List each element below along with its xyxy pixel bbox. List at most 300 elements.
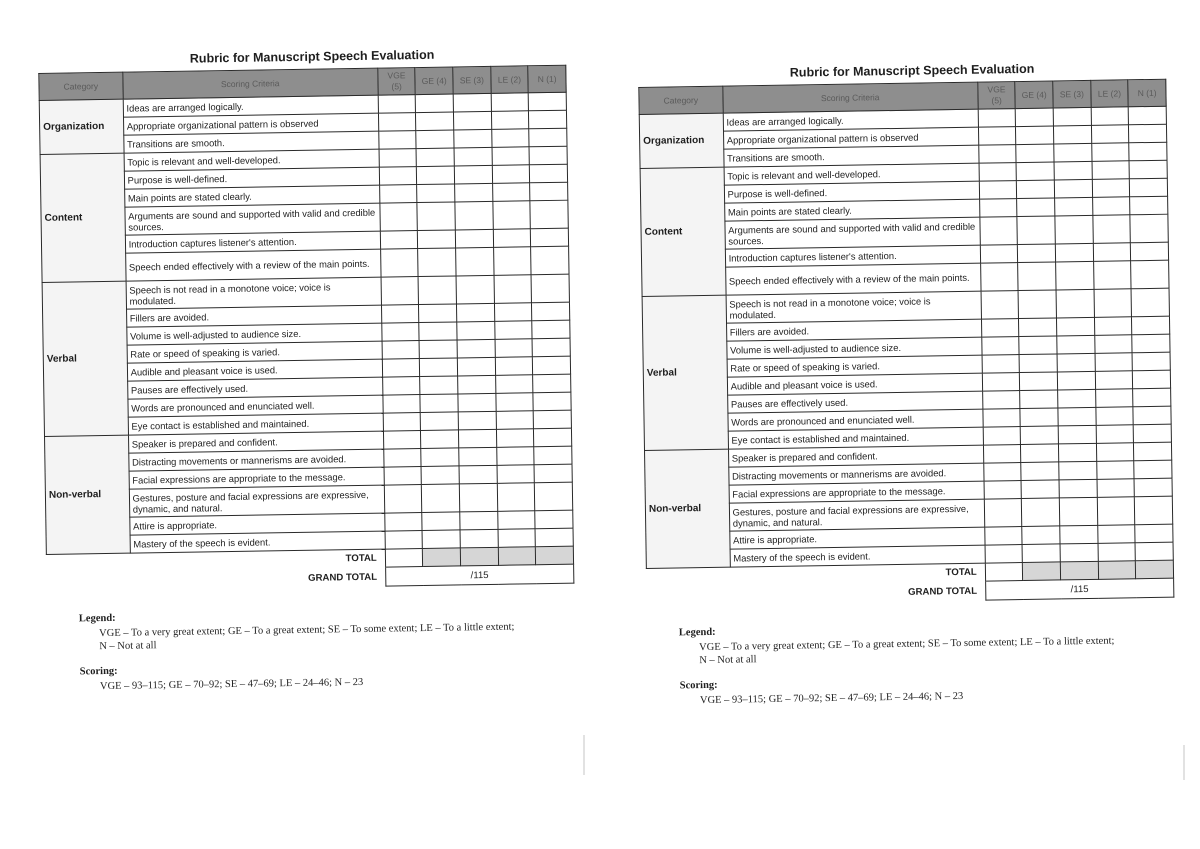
score-cell-ge[interactable] bbox=[417, 202, 455, 231]
criteria-cell: Distracting movements or mannerisms are avoided. bbox=[128, 449, 383, 471]
score-cell-se[interactable] bbox=[1056, 289, 1094, 318]
criteria-cell: Attire is appropriate. bbox=[729, 527, 984, 549]
total-cell-vge[interactable] bbox=[985, 563, 1023, 582]
criteria-cell: Gestures, posture and facial expressions are expressive, dynamic, and natural. bbox=[129, 485, 385, 517]
score-cell-n[interactable] bbox=[1134, 460, 1172, 479]
score-cell-le[interactable] bbox=[496, 429, 534, 448]
score-cell-ge[interactable] bbox=[1022, 526, 1060, 545]
grand-total-value[interactable]: /115 bbox=[385, 564, 574, 586]
score-cell-n[interactable] bbox=[1133, 424, 1171, 443]
score-cell-se[interactable] bbox=[1059, 479, 1097, 498]
header-score-vge: VGE (5) bbox=[378, 68, 416, 96]
criteria-cell: Words are pronounced and enunciated well. bbox=[128, 395, 383, 417]
score-cell-vge[interactable] bbox=[979, 181, 1017, 200]
score-cell-se[interactable] bbox=[453, 93, 491, 112]
legend-line-1: VGE – To a very great extent; GE – To a great extent; SE – To some extent; LE – To a little extent; bbox=[99, 621, 515, 640]
score-cell-n[interactable] bbox=[1130, 196, 1168, 215]
score-cell-n[interactable] bbox=[528, 92, 566, 111]
score-cell-se[interactable] bbox=[1058, 389, 1096, 408]
score-cell-vge[interactable] bbox=[983, 445, 1021, 464]
score-cell-vge[interactable] bbox=[382, 341, 420, 360]
score-cell-le[interactable] bbox=[1093, 215, 1131, 244]
score-cell-se[interactable] bbox=[458, 393, 496, 412]
score-cell-se[interactable] bbox=[1055, 197, 1093, 216]
total-cell-ge[interactable] bbox=[423, 548, 461, 567]
score-cell-vge[interactable] bbox=[385, 531, 423, 550]
score-cell-vge[interactable] bbox=[384, 449, 422, 468]
score-cell-se[interactable] bbox=[456, 247, 494, 276]
total-cell-se[interactable] bbox=[460, 547, 498, 566]
score-cell-n[interactable] bbox=[535, 510, 573, 529]
score-cell-ge[interactable] bbox=[1021, 426, 1059, 445]
score-cell-vge[interactable] bbox=[381, 305, 419, 324]
score-cell-le[interactable] bbox=[1093, 243, 1131, 262]
score-cell-n[interactable] bbox=[1131, 288, 1169, 317]
score-cell-se[interactable] bbox=[1055, 243, 1093, 262]
score-cell-n[interactable] bbox=[530, 200, 568, 229]
score-cell-ge[interactable] bbox=[416, 94, 454, 113]
score-cell-le[interactable] bbox=[1094, 317, 1132, 336]
score-cell-vge[interactable] bbox=[984, 463, 1022, 482]
criteria-cell: Rate or speed of speaking is varied. bbox=[727, 355, 982, 377]
score-cell-le[interactable] bbox=[492, 147, 530, 166]
score-cell-n[interactable] bbox=[1131, 260, 1169, 289]
score-cell-se[interactable] bbox=[459, 483, 497, 512]
score-cell-ge[interactable] bbox=[1022, 544, 1060, 563]
score-cell-se[interactable] bbox=[1057, 371, 1095, 390]
criteria-cell: Rate or speed of speaking is varied. bbox=[127, 341, 382, 363]
score-cell-le[interactable] bbox=[1094, 335, 1132, 354]
score-cell-ge[interactable] bbox=[418, 276, 456, 305]
total-cell-n[interactable] bbox=[536, 546, 574, 565]
score-cell-ge[interactable] bbox=[1016, 108, 1054, 127]
score-cell-le[interactable] bbox=[496, 411, 534, 430]
score-cell-ge[interactable] bbox=[1019, 318, 1057, 337]
score-cell-n[interactable] bbox=[534, 446, 572, 465]
score-cell-le[interactable] bbox=[491, 129, 529, 148]
score-cell-n[interactable] bbox=[1129, 124, 1167, 143]
score-cell-n[interactable] bbox=[533, 374, 571, 393]
score-cell-se[interactable] bbox=[454, 111, 492, 130]
score-cell-le[interactable] bbox=[1096, 425, 1134, 444]
total-cell-n[interactable] bbox=[1136, 560, 1174, 579]
score-cell-n[interactable] bbox=[531, 246, 569, 275]
score-cell-n[interactable] bbox=[1130, 178, 1168, 197]
score-cell-le[interactable] bbox=[1096, 407, 1134, 426]
score-cell-se[interactable] bbox=[457, 321, 495, 340]
score-cell-ge[interactable] bbox=[1021, 462, 1059, 481]
score-cell-vge[interactable] bbox=[982, 337, 1020, 356]
score-cell-vge[interactable] bbox=[978, 109, 1016, 128]
score-cell-ge[interactable] bbox=[417, 184, 455, 203]
score-cell-n[interactable] bbox=[534, 464, 572, 483]
score-cell-n[interactable] bbox=[529, 110, 567, 129]
score-cell-n[interactable] bbox=[532, 302, 570, 321]
score-cell-ge[interactable] bbox=[422, 512, 460, 531]
score-cell-vge[interactable] bbox=[379, 185, 417, 204]
score-cell-ge[interactable] bbox=[418, 230, 456, 249]
score-cell-se[interactable] bbox=[1054, 125, 1092, 144]
score-cell-se[interactable] bbox=[454, 147, 492, 166]
score-cell-n[interactable] bbox=[1130, 214, 1168, 243]
score-cell-ge[interactable] bbox=[421, 430, 459, 449]
score-cell-vge[interactable] bbox=[380, 231, 418, 250]
score-cell-vge[interactable] bbox=[382, 323, 420, 342]
score-cell-ge[interactable] bbox=[421, 466, 459, 485]
legend-block bbox=[47, 606, 576, 693]
score-cell-se[interactable] bbox=[457, 339, 495, 358]
score-cell-le[interactable] bbox=[495, 357, 533, 376]
header-criteria: Scoring Criteria bbox=[722, 82, 978, 113]
score-cell-ge[interactable] bbox=[1017, 216, 1055, 245]
criteria-cell: Transitions are smooth. bbox=[723, 145, 978, 167]
legend-title: Legend: bbox=[678, 626, 716, 639]
score-cell-vge[interactable] bbox=[980, 217, 1018, 246]
score-cell-se[interactable] bbox=[460, 511, 498, 530]
header-score-le: LE (2) bbox=[1090, 80, 1128, 108]
score-cell-n[interactable] bbox=[1133, 406, 1171, 425]
score-cell-n[interactable] bbox=[535, 528, 573, 547]
score-cell-le[interactable] bbox=[493, 247, 531, 276]
header-score-ge: GE (4) bbox=[1015, 81, 1053, 109]
score-cell-le[interactable] bbox=[1095, 371, 1133, 390]
score-cell-se[interactable] bbox=[1058, 425, 1096, 444]
score-cell-se[interactable] bbox=[457, 357, 495, 376]
score-cell-ge[interactable] bbox=[1019, 354, 1057, 373]
score-cell-ge[interactable] bbox=[1018, 290, 1056, 319]
score-cell-le[interactable] bbox=[494, 321, 532, 340]
score-cell-ge[interactable] bbox=[1020, 372, 1058, 391]
score-cell-le[interactable] bbox=[491, 111, 529, 130]
score-cell-ge[interactable] bbox=[421, 412, 459, 431]
score-cell-le[interactable] bbox=[495, 339, 533, 358]
score-cell-vge[interactable] bbox=[982, 373, 1020, 392]
score-cell-le[interactable] bbox=[1091, 143, 1129, 162]
score-cell-ge[interactable] bbox=[416, 112, 454, 131]
header-score-n: N (1) bbox=[528, 65, 566, 93]
score-cell-ge[interactable] bbox=[1017, 180, 1055, 199]
score-cell-n[interactable] bbox=[1134, 442, 1172, 461]
criteria-cell: Distracting movements or mannerisms are avoided. bbox=[728, 463, 983, 485]
score-cell-se[interactable] bbox=[1060, 525, 1098, 544]
legend-line-2: N – Not at all bbox=[99, 640, 157, 653]
header-score-n: N (1) bbox=[1128, 79, 1166, 107]
score-cell-vge[interactable] bbox=[383, 413, 421, 432]
score-cell-vge[interactable] bbox=[983, 409, 1021, 428]
score-cell-le[interactable] bbox=[497, 511, 535, 530]
score-cell-n[interactable] bbox=[530, 164, 568, 183]
criteria-cell: Fillers are avoided. bbox=[126, 305, 381, 327]
score-cell-vge[interactable] bbox=[379, 167, 417, 186]
score-cell-vge[interactable] bbox=[385, 513, 423, 532]
score-cell-se[interactable] bbox=[455, 183, 493, 202]
score-cell-vge[interactable] bbox=[984, 499, 1022, 528]
score-cell-vge[interactable] bbox=[379, 149, 417, 168]
criteria-cell: Main points are stated clearly. bbox=[724, 199, 979, 221]
score-cell-se[interactable] bbox=[456, 275, 494, 304]
scoring-line: VGE – 93–115; GE – 70–92; SE – 47–69; LE – 24–46; N – 23 bbox=[699, 690, 964, 707]
score-cell-n[interactable] bbox=[1133, 388, 1171, 407]
score-cell-se[interactable] bbox=[459, 465, 497, 484]
score-cell-se[interactable] bbox=[1054, 143, 1092, 162]
score-cell-n[interactable] bbox=[1135, 496, 1173, 525]
score-cell-n[interactable] bbox=[532, 320, 570, 339]
score-cell-le[interactable] bbox=[1097, 497, 1135, 526]
score-cell-le[interactable] bbox=[1095, 353, 1133, 372]
total-cell-ge[interactable] bbox=[1023, 562, 1061, 581]
score-cell-ge[interactable] bbox=[416, 148, 454, 167]
score-cell-vge[interactable] bbox=[382, 359, 420, 378]
total-cell-le[interactable] bbox=[1098, 561, 1136, 580]
rubric-body bbox=[639, 106, 1173, 568]
scoring-line: VGE – 93–115; GE – 70–92; SE – 47–69; LE – 24–46; N – 23 bbox=[99, 676, 364, 693]
score-cell-le[interactable] bbox=[1095, 389, 1133, 408]
score-cell-ge[interactable] bbox=[416, 130, 454, 149]
score-cell-ge[interactable] bbox=[419, 322, 457, 341]
score-cell-n[interactable] bbox=[533, 410, 571, 429]
score-cell-se[interactable] bbox=[454, 129, 492, 148]
criteria-cell: Arguments are sound and supported with valid and credible sources. bbox=[125, 203, 381, 235]
total-cell-vge[interactable] bbox=[385, 549, 423, 568]
criteria-cell: Arguments are sound and supported with valid and credible sources. bbox=[725, 217, 981, 249]
criteria-cell: Introduction captures listener's attention. bbox=[725, 245, 980, 267]
score-cell-le[interactable] bbox=[1096, 461, 1134, 480]
score-cell-n[interactable] bbox=[1128, 106, 1166, 125]
score-cell-vge[interactable] bbox=[985, 545, 1023, 564]
score-cell-vge[interactable] bbox=[384, 467, 422, 486]
score-cell-se[interactable] bbox=[458, 411, 496, 430]
score-cell-ge[interactable] bbox=[1019, 336, 1057, 355]
criteria-cell: Fillers are avoided. bbox=[726, 319, 981, 341]
score-cell-vge[interactable] bbox=[384, 485, 422, 514]
score-cell-ge[interactable] bbox=[420, 358, 458, 377]
score-cell-le[interactable] bbox=[492, 183, 530, 202]
score-cell-n[interactable] bbox=[531, 228, 569, 247]
criteria-cell: Volume is well-adjusted to audience size. bbox=[726, 337, 981, 359]
score-cell-ge[interactable] bbox=[421, 448, 459, 467]
score-cell-se[interactable] bbox=[459, 447, 497, 466]
score-cell-se[interactable] bbox=[455, 229, 493, 248]
score-cell-vge[interactable] bbox=[379, 131, 417, 150]
rubric-table bbox=[38, 65, 574, 592]
criteria-cell: Audible and pleasant voice is used. bbox=[127, 359, 382, 381]
score-cell-le[interactable] bbox=[1096, 443, 1134, 462]
grand-total-value[interactable]: /115 bbox=[985, 578, 1174, 600]
header-score-vge: VGE (5) bbox=[978, 82, 1016, 110]
score-cell-n[interactable] bbox=[1129, 142, 1167, 161]
total-cell-se[interactable] bbox=[1060, 561, 1098, 580]
score-cell-se[interactable] bbox=[460, 529, 498, 548]
legend-title: Legend: bbox=[78, 612, 116, 625]
score-cell-vge[interactable] bbox=[382, 377, 420, 396]
score-cell-ge[interactable] bbox=[422, 484, 460, 513]
score-cell-vge[interactable] bbox=[378, 113, 416, 132]
score-cell-n[interactable] bbox=[533, 392, 571, 411]
score-cell-vge[interactable] bbox=[981, 291, 1019, 320]
score-cell-se[interactable] bbox=[1054, 161, 1092, 180]
score-cell-le[interactable] bbox=[493, 229, 531, 248]
criteria-cell: Pauses are effectively used. bbox=[727, 391, 982, 413]
score-cell-le[interactable] bbox=[1098, 543, 1136, 562]
score-cell-vge[interactable] bbox=[984, 481, 1022, 500]
score-cell-n[interactable] bbox=[1135, 524, 1173, 543]
score-cell-se[interactable] bbox=[459, 429, 497, 448]
score-cell-le[interactable] bbox=[491, 93, 529, 112]
score-cell-le[interactable] bbox=[497, 465, 535, 484]
score-cell-vge[interactable] bbox=[378, 95, 416, 114]
header-criteria: Scoring Criteria bbox=[122, 68, 378, 99]
score-cell-ge[interactable] bbox=[420, 376, 458, 395]
score-cell-n[interactable] bbox=[530, 182, 568, 201]
score-cell-ge[interactable] bbox=[1020, 390, 1058, 409]
criteria-cell: Mastery of the speech is evident. bbox=[130, 531, 385, 553]
score-cell-vge[interactable] bbox=[383, 395, 421, 414]
score-cell-le[interactable] bbox=[493, 201, 531, 230]
score-cell-vge[interactable] bbox=[980, 263, 1018, 292]
score-cell-vge[interactable] bbox=[980, 245, 1018, 264]
score-cell-se[interactable] bbox=[454, 165, 492, 184]
score-cell-le[interactable] bbox=[1097, 479, 1135, 498]
score-cell-vge[interactable] bbox=[982, 355, 1020, 374]
score-cell-vge[interactable] bbox=[380, 249, 418, 278]
score-cell-n[interactable] bbox=[529, 128, 567, 147]
criteria-cell: Purpose is well-defined. bbox=[124, 167, 379, 189]
score-cell-vge[interactable] bbox=[979, 145, 1017, 164]
criteria-cell: Speech ended effectively with a review of the main points. bbox=[125, 249, 381, 281]
score-cell-vge[interactable] bbox=[380, 203, 418, 232]
score-cell-le[interactable] bbox=[497, 483, 535, 512]
score-cell-le[interactable] bbox=[498, 529, 536, 548]
score-cell-le[interactable] bbox=[495, 375, 533, 394]
criteria-cell: Eye contact is established and maintained. bbox=[728, 427, 983, 449]
legend-line-1: VGE – To a very great extent; GE – To a great extent; SE – To some extent; LE – To a little extent; bbox=[699, 635, 1115, 654]
score-cell-ge[interactable] bbox=[1021, 444, 1059, 463]
score-cell-vge[interactable] bbox=[979, 199, 1017, 218]
score-cell-le[interactable] bbox=[496, 393, 534, 412]
score-cell-le[interactable] bbox=[1092, 197, 1130, 216]
criteria-cell: Main points are stated clearly. bbox=[124, 185, 379, 207]
score-cell-se[interactable] bbox=[455, 201, 493, 230]
category-cell: Non-verbal bbox=[45, 435, 130, 554]
score-cell-se[interactable] bbox=[1060, 543, 1098, 562]
criteria-cell: Words are pronounced and enunciated well. bbox=[728, 409, 983, 431]
score-cell-se[interactable] bbox=[457, 303, 495, 322]
criteria-cell: Facial expressions are appropriate to the message. bbox=[729, 481, 984, 503]
scoring-title: Scoring: bbox=[679, 679, 718, 692]
score-cell-le[interactable] bbox=[1094, 289, 1132, 318]
score-cell-se[interactable] bbox=[1054, 179, 1092, 198]
score-cell-ge[interactable] bbox=[1017, 198, 1055, 217]
score-cell-n[interactable] bbox=[1132, 334, 1170, 353]
score-cell-ge[interactable] bbox=[1018, 262, 1056, 291]
score-cell-vge[interactable] bbox=[383, 431, 421, 450]
header-category: Category bbox=[39, 72, 123, 100]
score-cell-se[interactable] bbox=[1059, 461, 1097, 480]
score-cell-le[interactable] bbox=[496, 447, 534, 466]
score-cell-n[interactable] bbox=[529, 146, 567, 165]
score-cell-vge[interactable] bbox=[982, 391, 1020, 410]
criteria-cell: Appropriate organizational pattern is observed bbox=[723, 127, 978, 149]
score-cell-se[interactable] bbox=[458, 375, 496, 394]
criteria-cell: Ideas are arranged logically. bbox=[723, 109, 978, 131]
criteria-cell: Eye contact is established and maintained. bbox=[128, 413, 383, 435]
score-cell-n[interactable] bbox=[1133, 370, 1171, 389]
score-cell-ge[interactable] bbox=[1021, 480, 1059, 499]
score-cell-n[interactable] bbox=[1135, 542, 1173, 561]
score-cell-ge[interactable] bbox=[1022, 498, 1060, 527]
score-cell-ge[interactable] bbox=[1016, 126, 1054, 145]
score-cell-le[interactable] bbox=[1093, 261, 1131, 290]
criteria-cell: Facial expressions are appropriate to the message. bbox=[129, 467, 384, 489]
score-cell-vge[interactable] bbox=[978, 127, 1016, 146]
score-cell-vge[interactable] bbox=[983, 427, 1021, 446]
score-cell-ge[interactable] bbox=[417, 166, 455, 185]
score-cell-vge[interactable] bbox=[979, 163, 1017, 182]
criteria-cell: Speech is not read in a monotone voice; voice is modulated. bbox=[126, 277, 382, 309]
score-cell-n[interactable] bbox=[1131, 242, 1169, 261]
score-cell-le[interactable] bbox=[494, 275, 532, 304]
score-cell-n[interactable] bbox=[535, 482, 573, 511]
score-cell-se[interactable] bbox=[1059, 497, 1097, 526]
score-cell-ge[interactable] bbox=[1016, 162, 1054, 181]
total-cell-le[interactable] bbox=[498, 547, 536, 566]
score-cell-n[interactable] bbox=[534, 428, 572, 447]
score-cell-le[interactable] bbox=[494, 303, 532, 322]
score-cell-le[interactable] bbox=[492, 165, 530, 184]
score-cell-ge[interactable] bbox=[422, 530, 460, 549]
score-cell-se[interactable] bbox=[1059, 443, 1097, 462]
score-cell-n[interactable] bbox=[1129, 160, 1167, 179]
score-cell-se[interactable] bbox=[1057, 317, 1095, 336]
score-cell-se[interactable] bbox=[1056, 261, 1094, 290]
criteria-cell: Speech ended effectively with a review of the main points. bbox=[725, 263, 981, 295]
score-cell-se[interactable] bbox=[1055, 215, 1093, 244]
score-cell-le[interactable] bbox=[1097, 525, 1135, 544]
score-cell-se[interactable] bbox=[1057, 335, 1095, 354]
score-cell-ge[interactable] bbox=[420, 394, 458, 413]
score-cell-le[interactable] bbox=[1092, 179, 1130, 198]
score-cell-ge[interactable] bbox=[1020, 408, 1058, 427]
score-cell-ge[interactable] bbox=[418, 248, 456, 277]
score-cell-n[interactable] bbox=[532, 338, 570, 357]
score-cell-n[interactable] bbox=[1134, 478, 1172, 497]
category-cell: Verbal bbox=[42, 281, 128, 436]
header-score-ge: GE (4) bbox=[415, 67, 453, 95]
score-cell-ge[interactable] bbox=[419, 340, 457, 359]
score-cell-se[interactable] bbox=[1053, 107, 1091, 126]
score-cell-n[interactable] bbox=[533, 356, 571, 375]
score-cell-le[interactable] bbox=[1091, 107, 1129, 126]
criteria-cell: Volume is well-adjusted to audience size. bbox=[126, 323, 381, 345]
criteria-cell: Speaker is prepared and confident. bbox=[128, 431, 383, 453]
score-cell-se[interactable] bbox=[1058, 407, 1096, 426]
score-cell-ge[interactable] bbox=[1018, 244, 1056, 263]
score-cell-vge[interactable] bbox=[381, 277, 419, 306]
score-cell-n[interactable] bbox=[1132, 316, 1170, 335]
score-cell-le[interactable] bbox=[1092, 161, 1130, 180]
score-cell-ge[interactable] bbox=[1016, 144, 1054, 163]
score-cell-vge[interactable] bbox=[981, 319, 1019, 338]
score-cell-n[interactable] bbox=[1132, 352, 1170, 371]
score-cell-n[interactable] bbox=[531, 274, 569, 303]
score-cell-le[interactable] bbox=[1091, 125, 1129, 144]
score-cell-se[interactable] bbox=[1057, 353, 1095, 372]
total-label: TOTAL bbox=[646, 563, 985, 586]
criteria-cell: Gestures, posture and facial expressions are expressive, dynamic, and natural. bbox=[729, 499, 985, 531]
grand-total-label: GRAND TOTAL bbox=[308, 571, 378, 584]
score-cell-vge[interactable] bbox=[985, 527, 1023, 546]
score-cell-ge[interactable] bbox=[419, 304, 457, 323]
